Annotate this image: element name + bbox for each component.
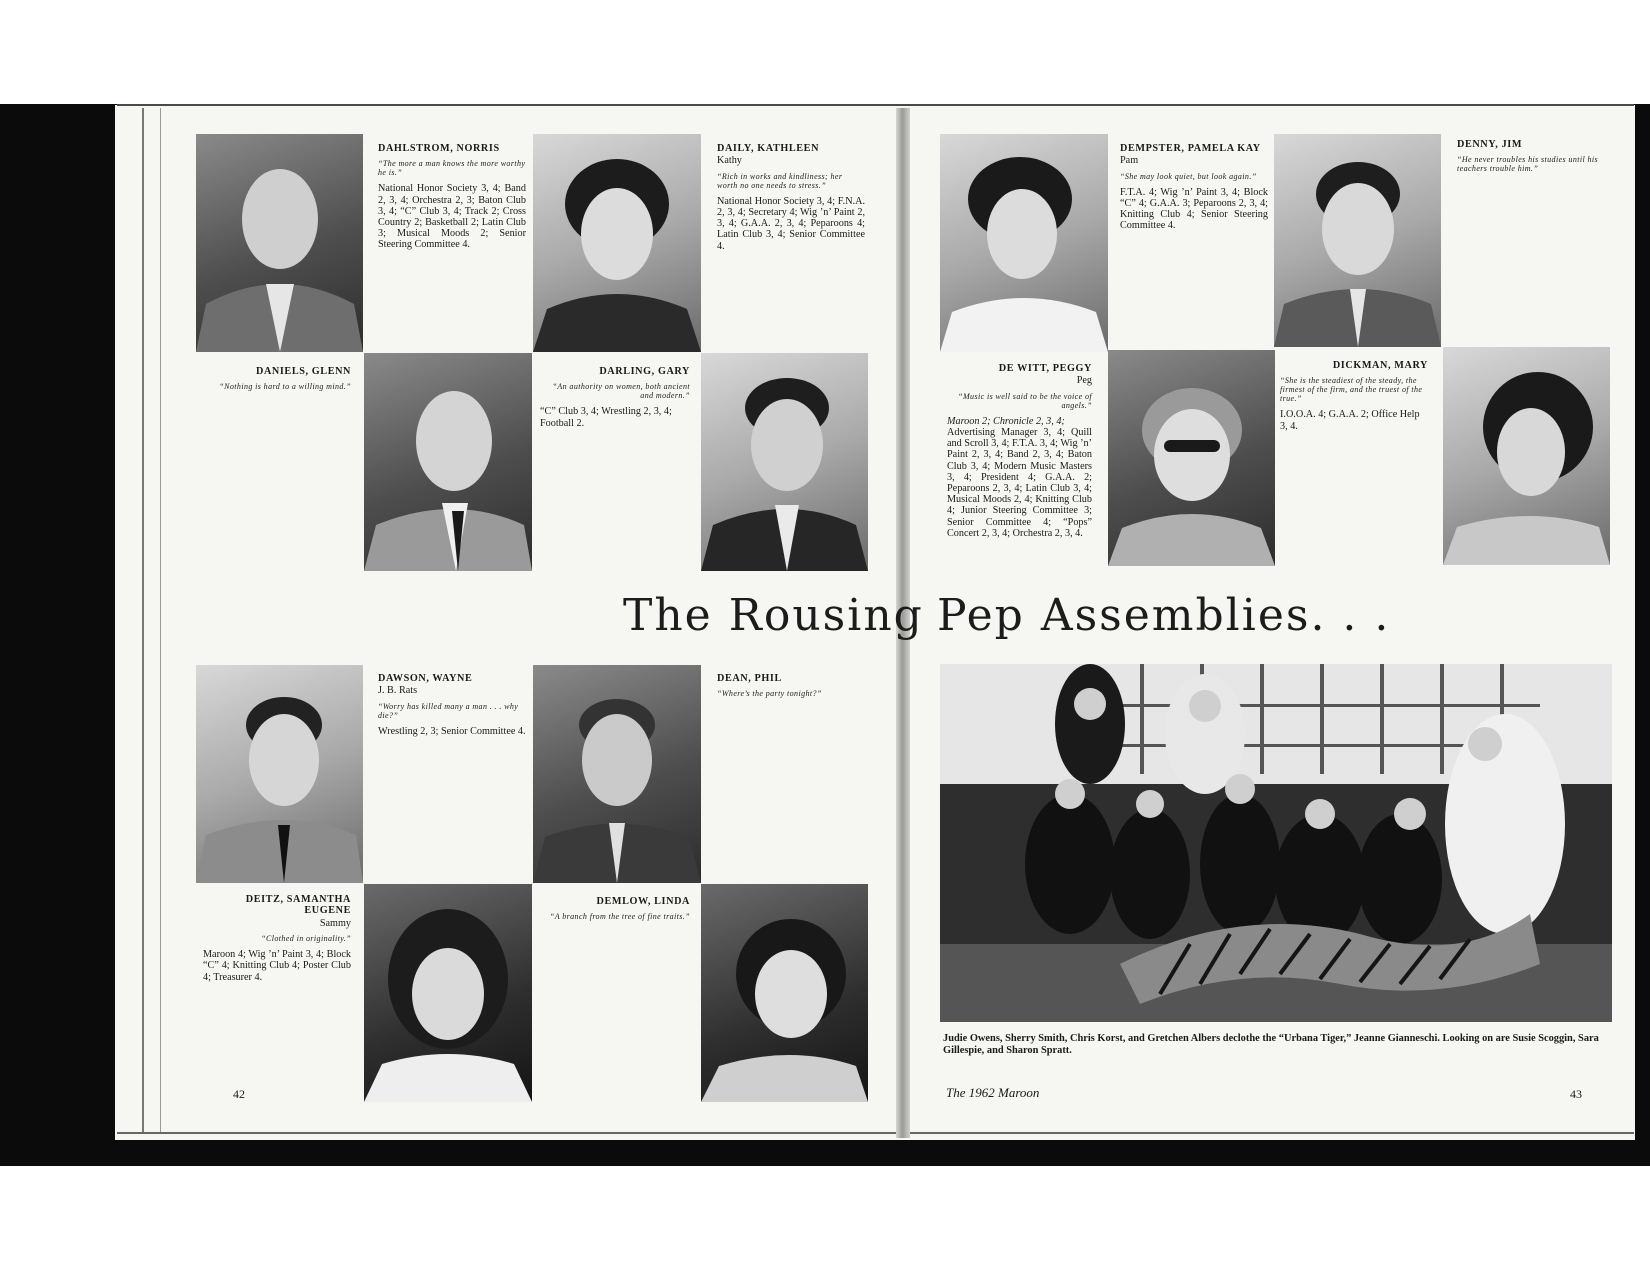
student-name: DEMPSTER, PAMELA KAY <box>1120 143 1261 154</box>
student-name: DAWSON, WAYNE <box>378 673 473 684</box>
student-quote: “Music is well said to be the voice of angels.” <box>958 391 1092 410</box>
student-nickname: J. B. Rats <box>378 685 418 697</box>
student-name: DAHLSTROM, NORRIS <box>378 143 500 154</box>
student-name: DARLING, GARY <box>599 366 690 377</box>
left-page-border <box>142 108 144 1133</box>
student-name: DE WITT, PEGGY <box>998 363 1092 374</box>
entry-demlow <box>540 896 690 927</box>
student-quote: “A branch from the tree of fine traits.” <box>549 912 690 922</box>
student-name: DEMLOW, LINDA <box>596 896 690 907</box>
student-quote: “He never troubles his studies until his teachers trouble him.” <box>1457 155 1599 174</box>
headline-left: The Rousing <box>623 590 924 641</box>
student-activities: National Honor Society 3, 4; Band 2, 3, 4; Orchestra 2, 3; Baton Club 3, 4; “C” Club 3, 4; Track 2; Cross Country 2; Basketball 2; Latin Club 3; Musical Moods 2; Senior Steering Committee 4. <box>378 183 526 251</box>
yearbook-title: The 1962 Maroon <box>946 1085 1040 1100</box>
left-page-border-inner <box>160 108 161 1133</box>
headline-right: Pep Assemblies. . . <box>937 590 1391 641</box>
student-nickname: Pam <box>1120 155 1139 167</box>
student-quote: “She may look quiet, but look again.” <box>1120 171 1257 181</box>
portrait-dickman <box>1443 347 1610 565</box>
entry-dean <box>717 673 865 704</box>
entry-deitz <box>203 894 351 983</box>
student-activities: Wrestling 2, 3; Senior Committee 4. <box>378 725 526 737</box>
student-name: DICKMAN, MARY <box>1332 360 1428 371</box>
pep-assembly-photo <box>940 664 1612 1022</box>
student-activities: Maroon 4; Wig ’n’ Paint 3, 4; Block “C” 4; Knitting Club 4; Poster Club 4; Treasurer 4. <box>203 949 351 983</box>
page-number-left: 42 <box>233 1087 245 1101</box>
portrait-demlow <box>701 884 868 1102</box>
portrait-dahlstrom <box>196 134 363 352</box>
entry-dempster <box>1120 143 1268 232</box>
scan-left-edge <box>0 104 117 1166</box>
portrait-daily <box>533 134 701 352</box>
student-activities: “C” Club 3, 4; Wrestling 2, 3, 4; Football 2. <box>540 406 672 429</box>
student-activities-lead: Maroon 2; Chronicle 2, 3, 4; <box>947 415 1065 427</box>
entry-denny <box>1457 139 1607 179</box>
student-name: DAILY, KATHLEEN <box>717 143 820 154</box>
portrait-dewitt <box>1108 350 1275 566</box>
portrait-daniels <box>364 353 532 571</box>
portrait-deitz <box>364 884 532 1102</box>
student-activities: Advertising Manager 3, 4; Quill and Scroll 3, 4; F.T.A. 3, 4; Wig ’n’ Paint 2, 3, 4; Band 2, 3, 4; Baton Club 3, 4; Modern Music Masters 3, 4; President 4; G.A.A. 2; Peparoons 2, 3, 4; Latin Club 3, 4; Musical Moods 2, 4; Knitting Club 4; Junior Steering Committee 3; Senior Committee 4; “Pops” Concert 2, 3, 4; Orchestra 2, 3, 4. <box>947 427 1092 539</box>
entry-dawson <box>378 673 526 737</box>
student-nickname: Kathy <box>717 155 742 167</box>
student-activities: National Honor Society 3, 4; F.N.A. 2, 3, 4; Secretary 4; Wig ’n’ Paint 2, 3, 4; G.A.A. 2, 3, 4; Peparoons 4; Latin Club 3, 4; Senior Committee 4. <box>717 195 865 252</box>
student-quote: “Nothing is hard to a willing mind.” <box>219 382 351 392</box>
student-nickname: Peg <box>1076 375 1092 387</box>
bottom-page-edge <box>117 1132 1634 1134</box>
page-number-right: 43 <box>1570 1087 1582 1101</box>
student-activities: I.O.O.A. 4; G.A.A. 2; Office Help 3, 4. <box>1280 409 1420 432</box>
portrait-dawson <box>196 665 363 883</box>
portrait-darling <box>701 353 868 571</box>
photo-caption: Judie Owens, Sherry Smith, Chris Korst, and Gretchen Albers declothe the “Urbana Tiger,” Jeanne Gianneschi. Looking on are Susie Scoggin, Sara Gillespie, and Sharon Spratt. <box>943 1033 1599 1056</box>
portrait-dempster <box>940 134 1108 352</box>
entry-dewitt <box>947 363 1092 539</box>
student-name: DEITZ, SAMANTHA EUGENE <box>245 894 351 917</box>
student-quote: “Where’s the party tonight?” <box>717 689 822 699</box>
entry-dickman <box>1280 360 1428 432</box>
student-name: DENNY, JIM <box>1457 139 1523 150</box>
top-page-edge <box>117 104 1634 106</box>
portrait-denny <box>1274 134 1441 347</box>
student-name: DEAN, PHIL <box>717 673 782 684</box>
entry-dahlstrom <box>378 143 526 251</box>
student-quote: “An authority on women, both ancient and modern.” <box>552 382 690 401</box>
entry-darling <box>540 366 690 429</box>
student-quote: “The more a man knows the more worthy he is.” <box>378 159 526 178</box>
student-activities: F.T.A. 4; Wig ’n’ Paint 3, 4; Block “C” 4; G.A.A. 3; Peparoons 2, 3, 4; Knitting Club 4; Senior Steering Committee 4. <box>1120 186 1268 232</box>
student-name: DANIELS, GLENN <box>255 366 351 377</box>
student-quote: “She is the steadiest of the steady, the firmest of the firm, and the truest of the true.” <box>1280 376 1423 404</box>
student-nickname: Sammy <box>319 917 351 929</box>
student-quote: “Clothed in originality.” <box>261 934 351 944</box>
entry-daily <box>717 143 865 252</box>
portrait-dean <box>533 665 701 883</box>
entry-daniels <box>196 366 351 397</box>
student-quote: “Worry has killed many a man . . . why die?” <box>378 701 519 720</box>
scan-bottom-edge <box>0 1138 1650 1166</box>
student-quote: “Rich in works and kindliness; her worth no one needs to stress.” <box>717 171 843 190</box>
